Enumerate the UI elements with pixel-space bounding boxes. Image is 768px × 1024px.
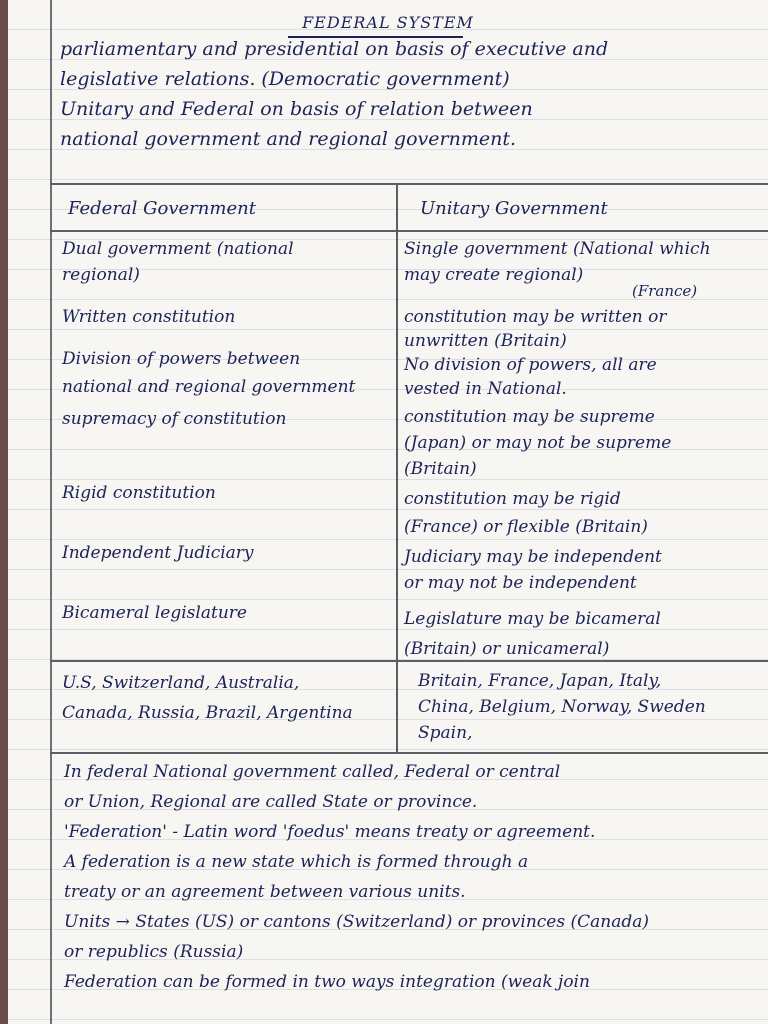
federal-item: Rigid constitution: [62, 483, 216, 503]
notes-section: [64, 757, 764, 997]
federal-item: national and regional government: [62, 377, 356, 397]
unitary-examples: [418, 668, 766, 746]
note-line: treaty or an agreement between various units.: [64, 882, 466, 902]
intro-line: parliamentary and presidential on basis of executive and: [60, 38, 609, 60]
federal-example-line: U.S, Switzerland, Australia,: [62, 673, 300, 693]
note-line: Federation can be formed in two ways integration (weak join: [64, 972, 590, 992]
unitary-item: constitution may be written or: [404, 307, 667, 327]
note-line: A federation is a new state which is formed through a: [64, 852, 529, 872]
federal-item: regional): [62, 265, 140, 285]
intro-line: national government and regional government.: [60, 128, 516, 150]
unitary-item: Legislature may be bicameral: [404, 609, 661, 629]
note-line: In federal National government called, Federal or central: [64, 762, 561, 782]
note-line: or republics (Russia): [64, 942, 244, 962]
table-top-border: [50, 183, 768, 185]
unitary-item: (Britain): [404, 459, 477, 479]
note-line: Units → States (US) or cantons (Switzerland) or provinces (Canada): [64, 912, 650, 932]
note-line: or Union, Regional are called State or province.: [64, 792, 478, 812]
header-unitary: Unitary Government: [420, 198, 608, 219]
unitary-item: (France) or flexible (Britain): [404, 517, 648, 537]
federal-example-line: Canada, Russia, Brazil, Argentina: [62, 703, 353, 723]
page-title: FEDERAL SYSTEM: [302, 13, 474, 32]
federal-item: Independent Judiciary: [62, 543, 254, 563]
table-column-divider: [396, 183, 398, 753]
unitary-item: vested in National.: [404, 379, 567, 399]
unitary-item: Single government (National which: [404, 239, 711, 259]
unitary-item: constitution may be rigid: [404, 489, 621, 509]
unitary-item: (France): [632, 282, 698, 300]
margin-line: [50, 0, 52, 1024]
table-header-border: [50, 230, 768, 232]
unitary-example-line: Britain, France, Japan, Italy,: [418, 671, 662, 691]
unitary-item: (Britain) or unicameral): [404, 639, 610, 659]
federal-item: supremacy of constitution: [62, 409, 287, 429]
unitary-item: may create regional): [404, 265, 584, 285]
unitary-example-line: Spain,: [418, 723, 473, 743]
unitary-item: (Japan) or may not be supreme: [404, 433, 672, 453]
intro-line: Unitary and Federal on basis of relation between: [60, 98, 533, 120]
federal-item: Written constitution: [62, 307, 236, 327]
unitary-item: constitution may be supreme: [404, 407, 655, 427]
unitary-item: Judiciary may be independent: [404, 547, 662, 567]
table-bottom-border: [50, 752, 768, 754]
note-line: 'Federation' - Latin word 'foedus' means treaty or agreement.: [64, 822, 596, 842]
unitary-example-line: China, Belgium, Norway, Sweden: [418, 697, 706, 717]
header-federal: Federal Government: [68, 198, 256, 219]
unitary-item: No division of powers, all are: [404, 355, 657, 375]
federal-item: Bicameral legislature: [62, 603, 247, 623]
intro-text: [60, 34, 760, 154]
federal-item: Division of powers between: [62, 349, 301, 369]
federal-item: Dual government (national: [62, 239, 294, 259]
federal-examples: [62, 668, 392, 728]
intro-line: legislative relations. (Democratic government): [60, 68, 510, 90]
unitary-item: unwritten (Britain): [404, 331, 567, 351]
notebook-page: [8, 0, 768, 1024]
unitary-item: or may not be independent: [404, 573, 637, 593]
